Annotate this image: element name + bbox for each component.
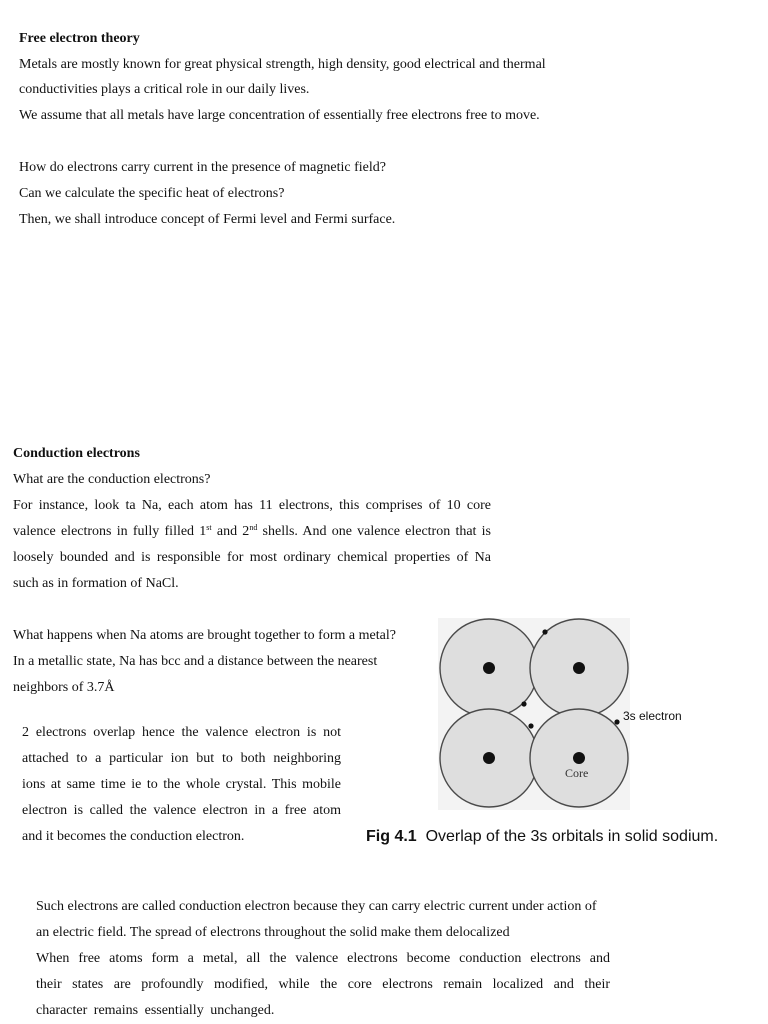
paragraph-line: conductivities plays a critical role in our daily lives. (19, 82, 310, 97)
paragraph-line: In a metallic state, Na has bcc and a distance between the nearest (13, 654, 378, 669)
paragraph-line: such as in formation of NaCl. (13, 576, 179, 591)
paragraph-line: electron is called the valence electron in a free atom (22, 803, 341, 818)
question-line: What are the conduction electrons? (13, 472, 211, 487)
core-nucleus (573, 752, 585, 764)
paragraph-line: character remains essentially unchanged. (36, 1003, 275, 1018)
figure-caption (366, 828, 718, 846)
core-nucleus (483, 662, 495, 674)
label-core: Core (565, 766, 589, 780)
figure-caption-text: Overlap of the 3s orbitals in solid sodium. (425, 828, 719, 845)
paragraph-line: valence electrons in fully filled 1st and 2nd shells. And one valence electron that is (13, 523, 491, 539)
paragraph-line: We assume that all metals have large concentration of essentially free electrons free to move. (19, 108, 540, 123)
valence-electron-dot (542, 629, 547, 634)
core-nucleus (483, 752, 495, 764)
figure-caption-number: Fig 4.1 (366, 828, 417, 845)
question-line: Then, we shall introduce concept of Fermi level and Fermi surface. (19, 212, 396, 227)
valence-electron-dot (614, 719, 619, 724)
section-heading-free-electron-theory: Free electron theory (19, 31, 140, 46)
paragraph-line: When free atoms form a metal, all the valence electrons become conduction electrons and (36, 951, 610, 966)
paragraph-line: ions at same time ie to the whole crystal. This mobile (22, 777, 341, 792)
paragraph-line: attached to a particular ion but to both neighboring (22, 751, 341, 766)
paragraph-line: an electric field. The spread of electrons throughout the solid make them delocalized (36, 925, 510, 940)
question-line: How do electrons carry current in the presence of magnetic field? (19, 160, 386, 175)
paragraph-line: neighbors of 3.7Å (13, 680, 115, 695)
section-heading-conduction-electrons: Conduction electrons (13, 446, 140, 461)
paragraph-line: What happens when Na atoms are brought together to form a metal? (13, 628, 396, 643)
core-nucleus (573, 662, 585, 674)
paragraph-line: 2 electrons overlap hence the valence electron is not (22, 725, 341, 740)
paragraph-line: For instance, look ta Na, each atom has 11 electrons, this comprises of 10 core (13, 498, 491, 513)
question-line: Can we calculate the specific heat of electrons? (19, 186, 285, 201)
paragraph-line: and it becomes the conduction electron. (22, 829, 245, 844)
paragraph-line: their states are profoundly modified, while the core electrons remain localized and their (36, 977, 610, 992)
label-3s-electron: 3s electron (623, 709, 682, 723)
paragraph-line: Such electrons are called conduction electron because they can carry electric current under action of (36, 899, 597, 914)
paragraph-line: loosely bounded and is responsible for most ordinary chemical properties of Na (13, 550, 491, 565)
valence-electron-dot (521, 701, 526, 706)
sodium-3s-orbital-overlap-figure (360, 598, 765, 858)
valence-electron-dot (528, 723, 533, 728)
paragraph-line: Metals are mostly known for great physical strength, high density, good electrical and thermal (19, 57, 546, 72)
